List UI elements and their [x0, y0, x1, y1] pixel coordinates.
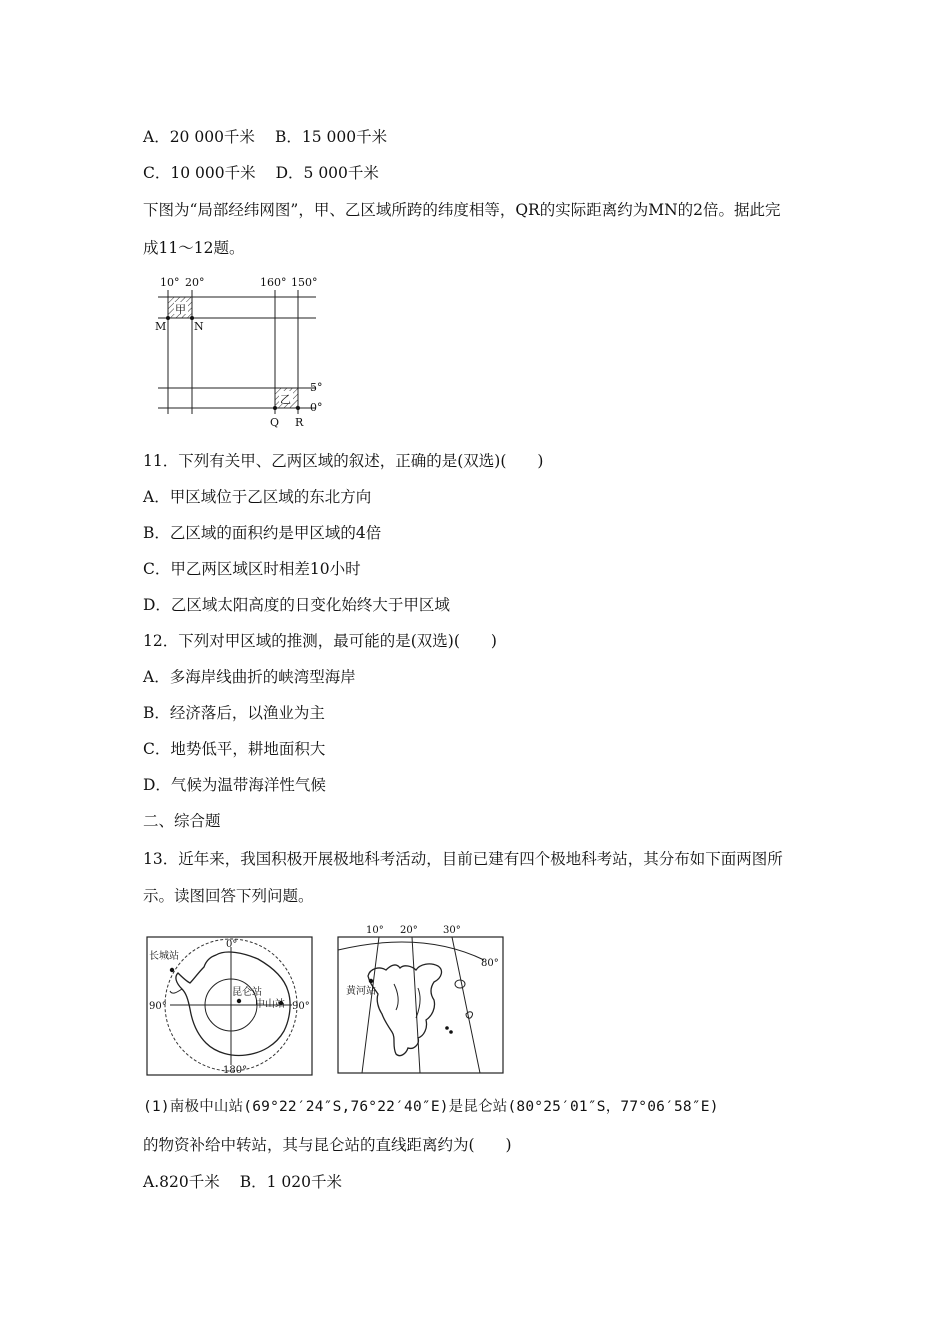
- label-yi: 乙: [280, 393, 291, 406]
- changcheng-station-dot: [170, 968, 174, 972]
- lon-10-label: 10°: [160, 276, 180, 289]
- q11-stem: 11．下列有关甲、乙两区域的叙述，正确的是(双选)( ): [143, 452, 544, 470]
- q10-option-row-2: [143, 163, 379, 183]
- q11-option-c: C．甲乙两区域区时相差10小时: [143, 560, 361, 578]
- arctic-lon-20-label: 20°: [400, 925, 418, 936]
- svalbard-main-island: [368, 964, 441, 1056]
- lat-0-label: 0°: [310, 401, 323, 414]
- lat-lon-grid-figure: [150, 270, 340, 432]
- kunlun-station-dot: [237, 999, 241, 1003]
- point-r-label: R: [295, 416, 304, 429]
- q12-option-b: B．经济落后，以渔业为主: [143, 704, 325, 722]
- lat-5-label: 5°: [310, 381, 323, 394]
- q13-line-1: 13．近年来，我国积极开展极地科考活动，目前已建有四个极地科考站，其分布如下面两图所: [143, 850, 783, 868]
- huanghe-station-label: 黄河站: [346, 986, 376, 997]
- section-heading: 二、综合题: [143, 812, 221, 830]
- point-r: [296, 406, 300, 410]
- changcheng-station-label: 长城站: [149, 951, 179, 962]
- q11-option-b: B．乙区域的面积约是甲区域的4倍: [143, 524, 382, 542]
- antarctic-map-figure: [146, 933, 316, 1083]
- q13-1-line-1: (1)南极中山站(69°22′24″S,76°22′40″E)是昆仑站(80°25′01″S，77°06′58″E): [143, 1099, 719, 1115]
- point-q-label: Q: [270, 416, 280, 429]
- point-m-label: M: [155, 320, 167, 333]
- point-q: [273, 406, 277, 410]
- q13-1-option-row: [143, 1172, 342, 1192]
- q12-stem: 12．下列对甲区域的推测，最可能的是(双选)( ): [143, 632, 497, 650]
- lon-20-label: 20°: [185, 276, 205, 289]
- q12-option-d: D．气候为温带海洋性气候: [143, 776, 326, 794]
- zhongshan-station-label: 中山站: [255, 999, 285, 1010]
- intro-line-2: 成11～12题。: [143, 239, 245, 257]
- q12-option-a: A．多海岸线曲折的峡湾型海岸: [143, 668, 356, 686]
- huanghe-station-dot: [369, 979, 373, 983]
- q10-option-row-1: [143, 127, 387, 147]
- q11-option-a: A．甲区域位于乙区域的东北方向: [143, 488, 372, 506]
- q13-line-2: 示。读图回答下列问题。: [143, 887, 314, 905]
- q10-option-d: D．5 000千米: [275, 164, 379, 182]
- point-n: [190, 316, 194, 320]
- lon-150-label: 150°: [291, 276, 318, 289]
- q10-option-c: C．10 000千米: [143, 164, 256, 182]
- arctic-lon-30-label: 30°: [443, 925, 461, 936]
- point-n-label: N: [194, 320, 204, 333]
- antarctic-right-label: 90°: [292, 1001, 310, 1012]
- arctic-map-figure: [334, 922, 509, 1084]
- q12-option-c: C．地势低平，耕地面积大: [143, 740, 326, 758]
- antarctic-top-label: 0°: [226, 939, 238, 950]
- q11-option-d: D．乙区域太阳高度的日变化始终大于甲区域: [143, 596, 450, 614]
- q13-1-option-b: B．1 020千米: [239, 1173, 342, 1191]
- point-m: [166, 316, 170, 320]
- intro-line-1: 下图为“局部经纬网图”，甲、乙区域所跨的纬度相等，QR的实际距离约为MN的2倍。据此完: [143, 201, 781, 219]
- q13-1-line-2: 的物资补给中转站，其与昆仑站的直线距离约为( ): [143, 1136, 512, 1154]
- arctic-lon-10-label: 10°: [366, 925, 384, 936]
- arctic-lat-80-label: 80°: [481, 958, 499, 969]
- q10-option-a: A．20 000千米: [143, 128, 255, 146]
- q10-option-b: B．15 000千米: [274, 128, 388, 146]
- antarctic-bottom-label: 180°: [223, 1065, 248, 1076]
- q13-1-option-a: A.820千米: [143, 1173, 220, 1191]
- lon-160-label: 160°: [260, 276, 287, 289]
- kunlun-station-label: 昆仑站: [232, 987, 262, 998]
- label-jia: 甲: [175, 303, 186, 316]
- antarctic-left-label: 90°: [149, 1001, 167, 1012]
